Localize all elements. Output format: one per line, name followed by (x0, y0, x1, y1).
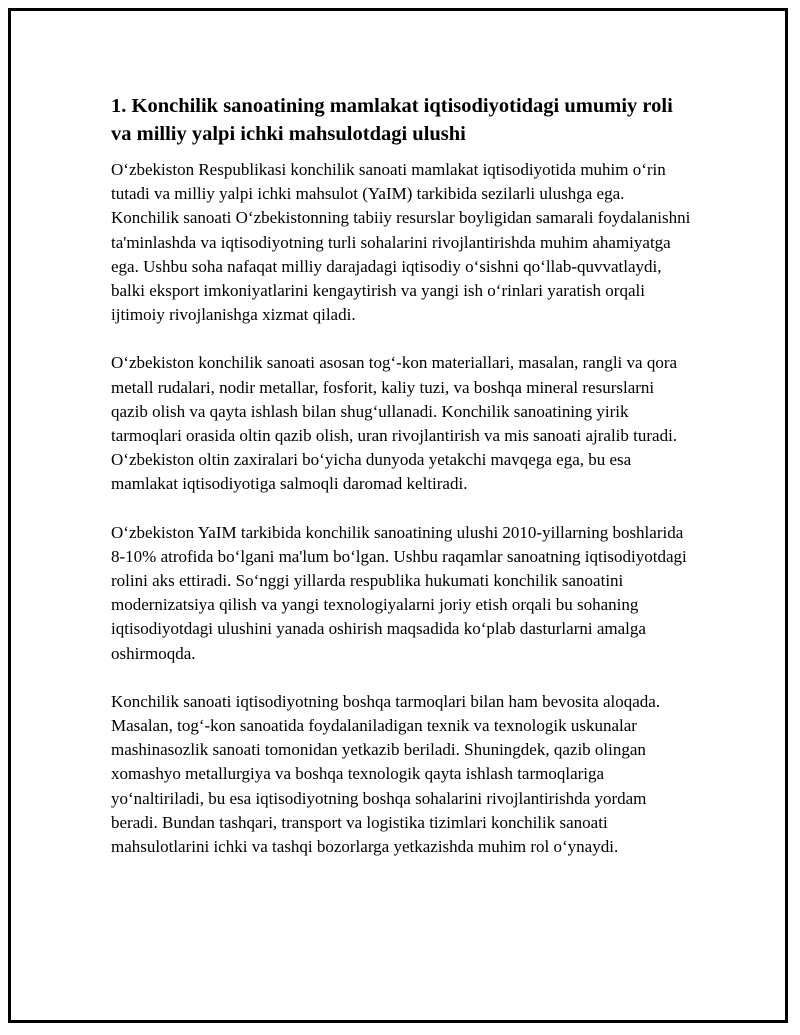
paragraph-3: O‘zbekiston YaIM tarkibida konchilik sanoatining ulushi 2010-yillarning boshlarida 8-10% atrofida bo‘lgani ma'lum bo‘lgan. Ushbu raqamlar sanoatning iqtisodiyotdagi rolini aks ettiradi. So‘nggi yillarda respublika hukumati konchilik sanoatini modernizatsiya qilish va yangi texnologiyalarni joriy etish orqali bu sohaning iqtisodiyotdagi ulushini yanada oshirish maqsadida ko‘plab dasturlarni amalga oshirmoqda. (111, 522, 687, 663)
section-heading: 1. Konchilik sanoatining mamlakat iqtisodiyotidagi umumiy roli va milliy yalpi ichki mahsulotdagi ulushi (111, 95, 673, 145)
document-body (111, 92, 691, 883)
paragraph-1: O‘zbekiston Respublikasi konchilik sanoati mamlakat iqtisodiyotida muhim o‘rin tutadi va milliy yalpi ichki mahsulot (YaIM) tarkibida sezilarli ulushga ega. Konchilik sanoati O‘zbekistonning tabiiy resurslar boyligidan samarali foydalanishni ta'minlashda va iqtisodiyotning turli sohalarini rivojlantirishda muhim ahamiyatga ega. Ushbu soha nafaqat milliy darajadagi iqtisodiy o‘sishni qo‘llab-quvvatlaydi, balki eksport imkoniyatlarini kengaytirish va yangi ish o‘rinlari yaratish orqali ijtimoiy rivojlanishga xizmat qiladi. (111, 160, 691, 325)
paragraph-2: O‘zbekiston konchilik sanoati asosan tog‘-kon materiallari, masalan, rangli va qora metall rudalari, nodir metallar, fosforit, kaliy tuzi, va boshqa mineral resurslarni qazib olish va qayta ishlash bilan shug‘ullanadi. Konchilik sanoatining yirik tarmoqlari orasida oltin qazib olish, uran rivojlantirish va mis sanoati ajralib turadi. O‘zbekiston oltin zaxiralari bo‘yicha dunyoda yetakchi mavqega ega, bu esa mamlakat iqtisodiyotiga salmoqli daromad keltiradi. (111, 353, 678, 494)
paragraph-4: Konchilik sanoati iqtisodiyotning boshqa tarmoqlari bilan ham bevosita aloqada. Masalan, tog‘-kon sanoatida foydalaniladigan texnik va texnologik uskunalar mashinasozlik sanoati tomonidan yetkazib beriladi. Shuningdek, qazib olingan xomashyo metallurgiya va boshqa texnologik qayta ishlash tarmoqlariga yo‘naltiriladi, bu esa iqtisodiyotning boshqa sohalarini rivojlantirishda yordam beradi. Bundan tashqari, transport va logistika tizimlari konchilik sanoati mahsulotlarini ichki va tashqi bozorlarga yetkazishda muhim rol o‘ynaydi. (111, 691, 661, 857)
